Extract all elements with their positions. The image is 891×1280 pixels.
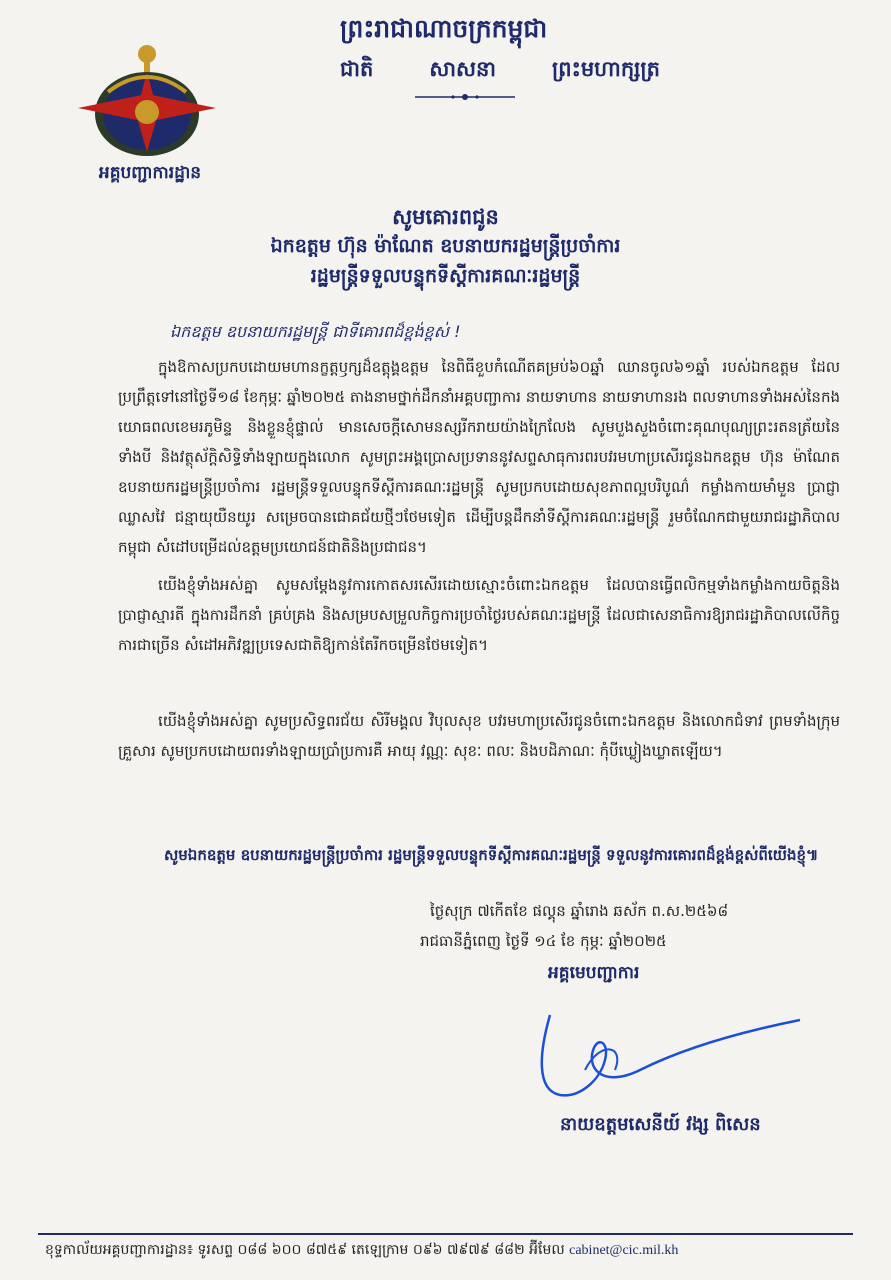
solar-date: រាជធានីភ្នំពេញ ថ្ងៃទី ១៤ ខែ កុម្ភៈ ឆ្នាំ២០២៥ — [420, 932, 667, 950]
kingdom-title: ព្រះរាជាណាចក្រកម្ពុជា — [340, 14, 548, 43]
paragraph-3: យើងខ្ញុំទាំងអស់គ្នា សូមប្រសិទ្ធពរជ័យ សិរីមង្គល វិបុលសុខ បវរមហាប្រសើរជូនចំពោះឯកឧត្តម និងលោកជំទាវ ព្រមទាំងក្រុមគ្រួសារ សូមប្រកបដោយពរទាំងឡាយប្រាំប្រការគឺ អាយុ វណ្ណៈ សុខៈ ពលៈ និងបដិភាណៈ កុំបីឃ្លៀងឃ្លាតឡើយ។ — [118, 712, 840, 760]
military-emblem-logo — [78, 42, 216, 168]
paragraph-2: យើងខ្ញុំទាំងអស់គ្នា សូមសម្តែងនូវការកោតសរសើរដោយស្មោះចំពោះឯកឧត្តម ដែលបានធ្វើពលិកម្មទាំងកម្លាំងកាយចិត្តនិងប្រាជ្ញាស្មារតី ក្នុងការដឹកនាំ គ្រប់គ្រង និងសម្របសម្រួលកិច្ចការប្រចាំថ្ងៃរបស់គណៈរដ្ឋមន្ត្រី ដែលជាសេនាធិការឱ្យរាជរដ្ឋាភិបាលលើកិច្ចការជាច្រើន សំដៅអភិវឌ្ឍប្រទេសជាតិឱ្យកាន់តែរីកចម្រើនថែមទៀត។ — [118, 576, 840, 654]
recipient-line-2: ឯកឧត្តម ហ៊ុន ម៉ាណែត ឧបនាយករដ្ឋមន្ត្រីប្រចាំការ — [270, 235, 621, 257]
recipient-line-3: រដ្ឋមន្ត្រីទទួលបន្ទុកទីស្តីការគណៈរដ្ឋមន្ត្រី — [310, 265, 581, 287]
lunar-date: ថ្ងៃសុក្រ ៧កើតខែ ផល្គុន ឆ្នាំរោង ឆស័ក ព.ស.២៥៦៨ — [430, 902, 729, 920]
footer-text: ខុទ្ទកាល័យអគ្គបញ្ជាការដ្ឋាន៖ ទូរសព្ទ ០៨៨ ៦០០ ៨៧៥៩ តេឡេក្រាម ០៩៦ ៧៩៧៩ ៨៨២ អ៊ីមែល — [45, 1242, 565, 1258]
signatory-title: អគ្គមេបញ្ជាការ — [548, 963, 640, 983]
paragraph-1: ក្នុងឱកាសប្រកបដោយមហានក្ខត្តឫក្សដ៏ឧត្តុង្គឧត្តម នៃពិធីខួបកំណើតគម្រប់៦០ឆ្នាំ ឈានចូល៦១ឆ្នាំ របស់ឯកឧត្តម ដែលប្រព្រឹត្តទៅនៅថ្ងៃទី១៨ ខែកុម្ភៈ ឆ្នាំ២០២៥ តាងនាមថ្នាក់ដឹកនាំអគ្គបញ្ជាការ នាយទាហាន នាយទាហានរង ពលទាហានទាំងអស់នៃកងយោធពលខេមរភូមិន្ទ និងខ្លួនខ្ញុំផ្ទាល់ មានសេចក្តីសោមនស្សរីករាយយ៉ាងក្រៃលែង សូមបួងសួងចំពោះគុណបុណ្យព្រះរតនត្រ័យនៃទាំងបី និងវត្ថុស័ក្តិសិទ្ធិទាំងឡាយក្នុងលោក សូមព្រះអង្គប្រោសប្រទាននូវសព្ទសាធុការពរបវរមហាប្រសើរជូនឯកឧត្តម ហ៊ុន ម៉ាណែត ឧបនាយករដ្ឋមន្ត្រីប្រចាំការ រដ្ឋមន្ត្រីទទួលបន្ទុកទីស្តីការគណៈរដ្ឋមន្ត្រី សូមប្រកបដោយសុខភាពល្អបរិបូណ៌ កម្លាំងកាយមាំមួន ប្រាជ្ញាឈ្លាសវៃ ជន្មាយុយឺនយូរ សម្រេចបានជោគជ័យថ្មីៗថែមទៀត ដើម្បីបន្តដឹកនាំទីស្តីការគណៈរដ្ឋមន្ត្រី រួមចំណែកជាមួយរាជរដ្ឋាភិបាលកម្ពុជា សំដៅបម្រើដល់ឧត្តមប្រយោជន៍ជាតិនិងប្រជាជន។ — [118, 358, 840, 556]
paragraph-closing: សូមឯកឧត្តម ឧបនាយករដ្ឋមន្ត្រីប្រចាំការ រដ្ឋមន្ត្រីទទួលបន្ទុកទីស្តីការគណៈរដ្ឋមន្ត្រី ទទួលនូវការគោរពដ៏ខ្ពង់ខ្ពស់ពីយើងខ្ញុំ៕ — [164, 846, 819, 864]
handwritten-signature — [530, 1000, 820, 1110]
recipient-line-1: សូមគោរពជូន — [392, 205, 499, 229]
footer-divider — [38, 1233, 853, 1235]
organization-name: អគ្គបញ្ជាការដ្ឋាន — [98, 163, 202, 183]
motto-religion: សាសនា — [429, 57, 496, 81]
motto-king: ព្រះមហាក្សត្រ — [552, 57, 660, 81]
header-ornament — [415, 90, 515, 104]
motto-nation: ជាតិ — [340, 57, 374, 81]
footer-contact — [45, 1240, 678, 1261]
signatory-name: នាយឧត្តមសេនីយ៍ វង្ស ពិសេន — [560, 1114, 761, 1135]
salutation: ឯកឧត្តម ឧបនាយករដ្ឋមន្ត្រី ជាទីគោរពដ៏ខ្ពង់ខ្ពស់ ! — [170, 322, 461, 341]
footer-email-link[interactable]: cabinet@cic.mil.kh — [569, 1243, 679, 1258]
national-motto — [340, 56, 660, 87]
